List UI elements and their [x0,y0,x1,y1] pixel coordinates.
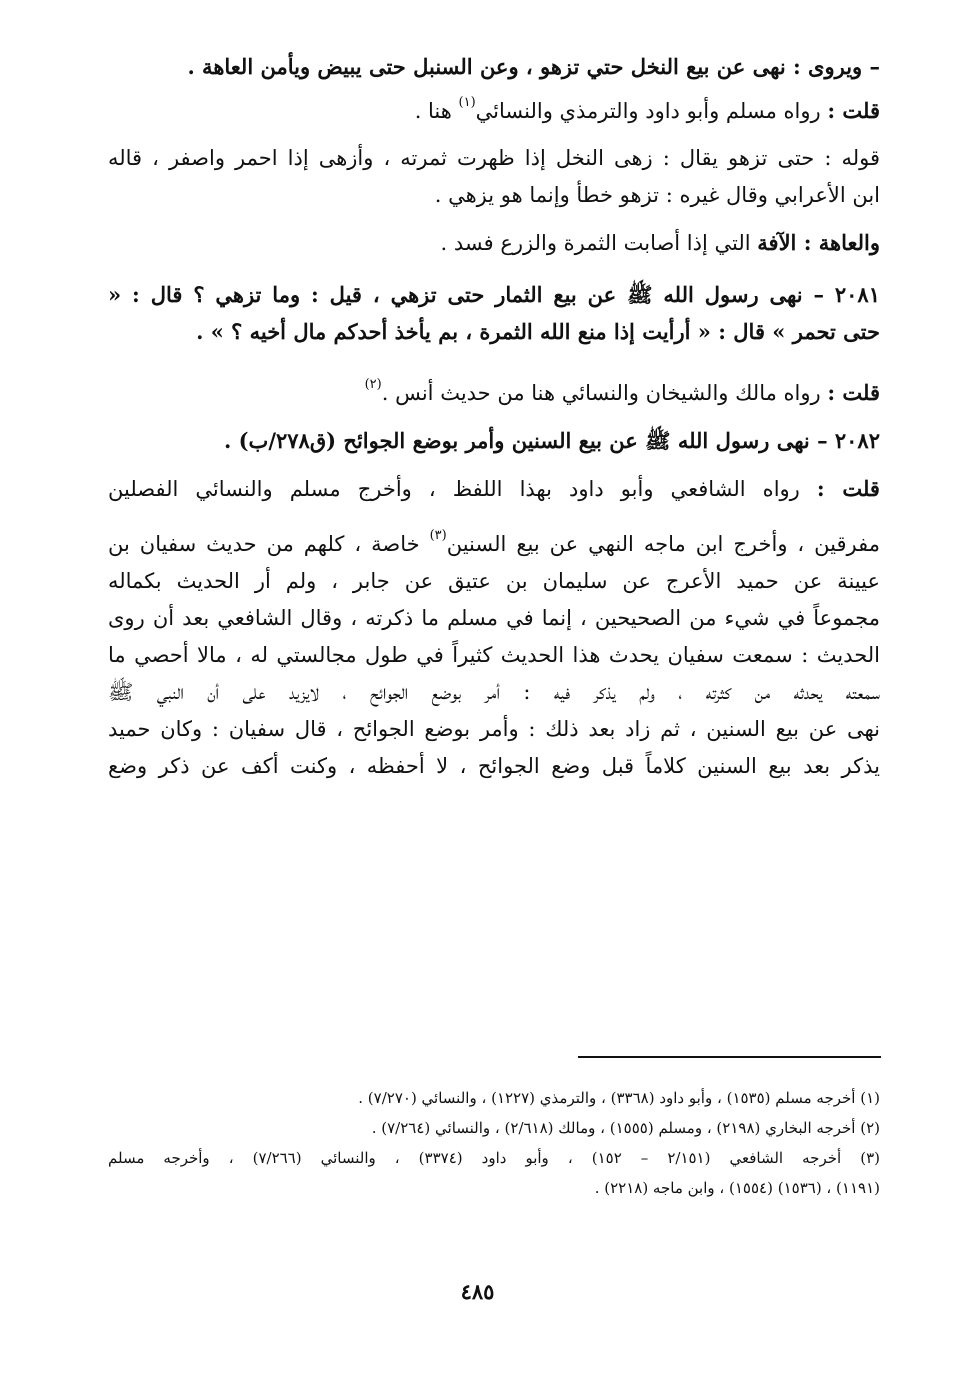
qultu-label: قلت : [827,98,880,123]
text-line: يذكر بعد بيع السنين كلاماً قبل وضع الجوائح ، لا أحفظه ، وكنت أكف عن ذكر وضع [108,754,880,778]
term-word: الآفة [757,230,804,255]
text-line: عيينة عن حميد الأعرج عن سليمان بن عتيق عن جابر ، ولم أر الحديث بكماله [108,569,880,593]
footnote-marker: (٢) [364,377,382,392]
text-line: التي إذا أصابت الثمرة والزرع فسد . [440,231,758,255]
commentary-line [108,96,880,126]
footnote-2: (٢) أخرجه البخاري (٢١٩٨) ، ومسلم (١٥٥٥) ، ومالك (٢/٦١٨) ، والنسائي (٧/٢٦٤) . [371,1119,880,1137]
footnotes [108,1083,880,1203]
qultu-label: قلت : [816,476,880,501]
hadith-2082: ٢٠٨٢ – نهى رسول الله ﷺ عن بيع السنين وأمر بوضع الجوائح (ق٢٧٨/ب) . [224,428,880,453]
qultu-label: قلت : [827,380,880,405]
text-line: قوله : حتى تزهو يقال : زهى النخل إذا ظهرت ثمرته ، وأزهى إذا احمر واصفر ، قاله [108,146,880,170]
text-line: هنا . [414,99,459,123]
text-line: الحديث : سمعت سفيان يحدث هذا الحديث كثيراً في طول مجالستي له ، مالا أحصي ما [108,643,880,667]
footnote-3-continued: (١١٩١) ، (١٥٣٦) (١٥٥٤) ، وابن ماجه (٢٢١٨) . [594,1179,880,1197]
commentary-line [108,378,880,408]
footnote-marker: (١) [458,95,476,110]
text-line: مجموعاً في شيء من الصحيحين ، إنما في مسلم ما ذكرته ، وقال الشافعي بعد أن روى [108,606,880,630]
footnote-1: (١) أخرجه مسلم (١٥٣٥) ، وأبو داود (٣٣٦٨) ، والترمذي (١٢٢٧) ، والنسائي (٧/٢٧٠) . [358,1089,880,1107]
hadith-2081 [108,276,880,350]
text-fragment: مفرقين ، وأخرج ابن ماجه النهي عن بيع السنين [446,532,880,556]
commentary-line [108,474,880,504]
hadith-variant-line [108,52,880,82]
text-line: سمعته يحدثه من كثرته ، ولم يذكر فيه : أمر بوضع الجوائح ، لايزيد على أن النبي ﷺ [108,680,880,704]
text-line: رواه مسلم وأبو داود والترمذي والنسائي [475,99,828,123]
text-line: رواه مالك والشيخان والنسائي هنا من حديث أنس . [381,381,828,405]
text-fragment: خاصة ، كلهم من حديث سفيان بن [108,532,430,556]
text-line: رواه الشافعي وأبو داود بهذا اللفظ ، وأخرج مسلم والنسائي الفصلين [108,477,817,501]
text-line [108,526,880,563]
footnote-marker: (٣) [429,528,447,543]
text-line: ٢٠٨١ – نهى رسول الله ﷺ عن بيع الثمار حتى تزهي ، قيل : وما تزهي ؟ قال : « [108,282,880,307]
commentary-paragraph [108,526,880,785]
text-line: نهى عن بيع السنين ، ثم زاد بعد ذلك : وأمر بوضع الجوائح ، قال سفيان : وكان حميد [108,717,880,741]
term-label: والعاهة : [803,230,880,255]
text-line: ابن الأعرابي وقال غيره : تزهو خطأ وإنما هو يزهي . [434,183,880,207]
footnote-3: (٣) أخرجه الشافعي (٢/١٥١ – ١٥٢) ، وأبو داود (٣٣٧٤) ، والنسائي (٧/٢٦٦) ، وأخرجه مسلم [108,1149,880,1167]
definition-line [108,228,880,258]
main-text [108,52,880,785]
footnote-separator [578,1056,881,1058]
page-number: ٤٨٥ [460,1279,495,1304]
explanation-paragraph [108,140,880,214]
text-line: حتى تحمر » قال : « أرأيت إذا منع الله الثمرة ، بم يأخذ أحدكم مال أخيه ؟ » . [196,319,880,344]
text-line: – ويروى : نهى عن بيع النخل حتي تزهو ، وعن السنبل حتى يبيض ويأمن العاهة . [187,54,880,79]
